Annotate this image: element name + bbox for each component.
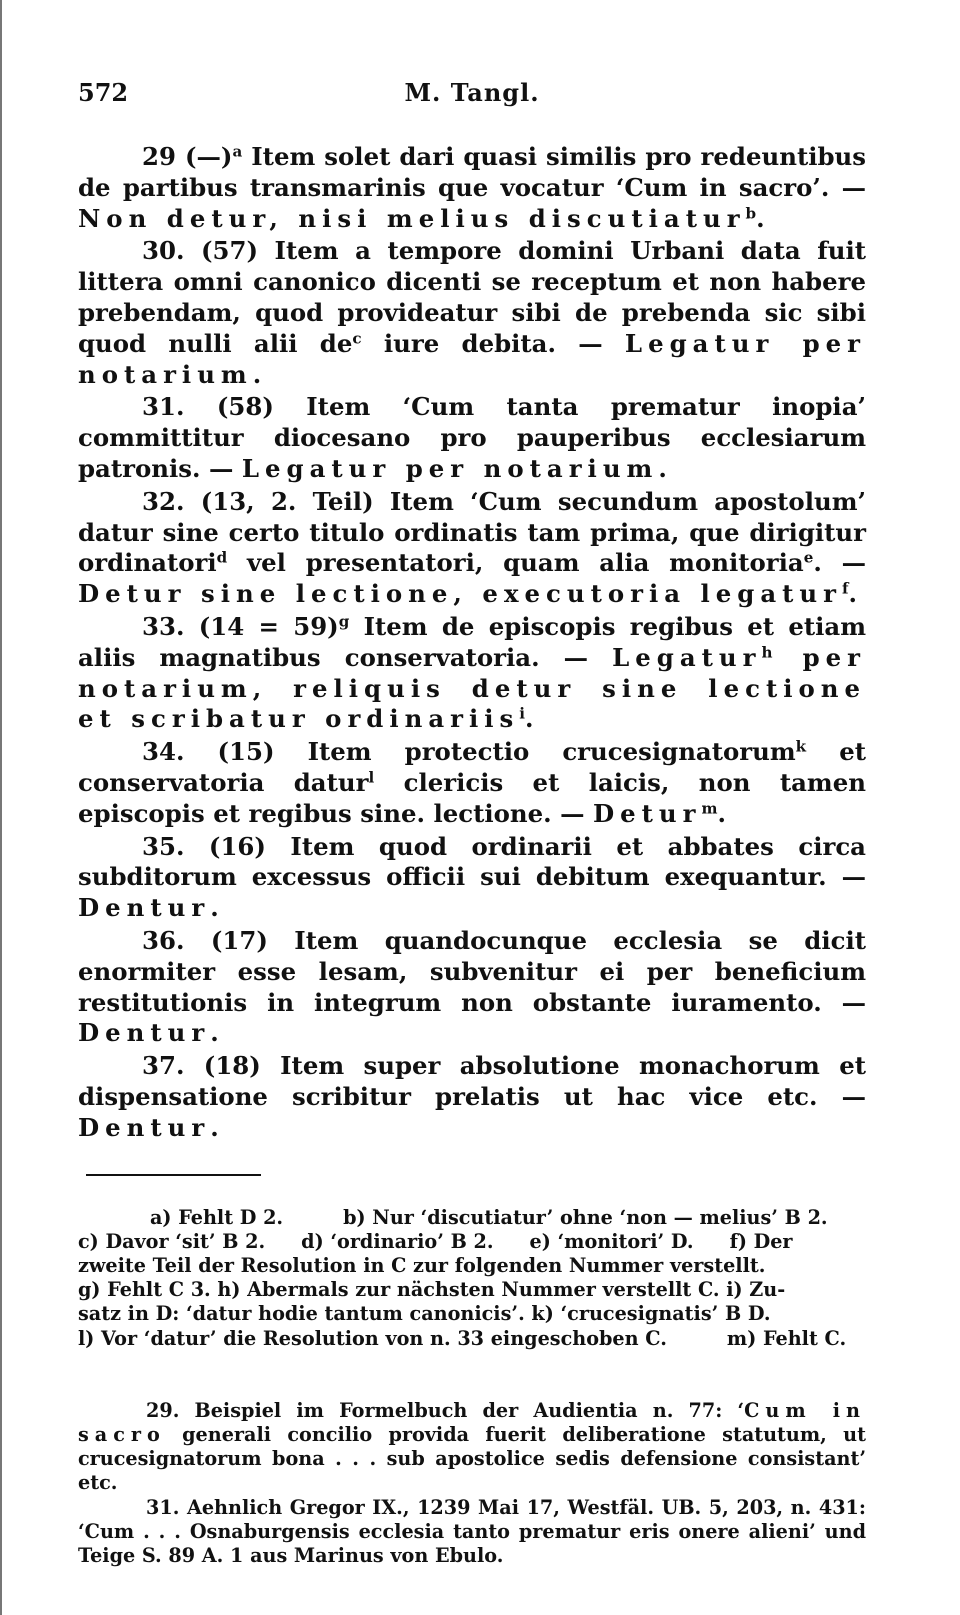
footnote-marker: d <box>216 549 228 568</box>
footnote: e) ‘monitori’ D. <box>529 1229 694 1253</box>
footnote: d) ‘ordinario’ B 2. <box>301 1229 494 1253</box>
page-header <box>78 78 866 118</box>
text-run: generali concilio provida fuerit deliberatione statutum, ut crucesignatorum bona . . . sub apostolice sedis defensione consistant’ etc. <box>78 1422 866 1495</box>
text-run: 32. (13, 2. Teil) Item ‘Cum secundum apostolum’ datur sine certo titulo ordinatis tam prima, que dirigitur ordinatori <box>78 486 866 578</box>
text-run: Item de episcopis regibus et etiam aliis magnatibus conservatoria. — <box>78 611 867 672</box>
text-run: 29 (—) <box>142 142 233 171</box>
resolution-text: Non detur, nisi melius discutiatur <box>78 203 746 233</box>
text-run: . <box>210 893 219 923</box>
footnote-line <box>78 1230 866 1254</box>
footnote-marker: e <box>803 549 814 568</box>
paragraph-33 <box>78 612 866 735</box>
footnote: f) Der <box>729 1229 793 1253</box>
main-text <box>78 142 866 1144</box>
text-run: clericis et laicis, non tamen episcopis et regibus sine. lectione. — <box>78 767 866 828</box>
comment-29 <box>78 1399 866 1496</box>
footnote-marker: a <box>232 142 243 161</box>
text-run: . <box>756 203 765 233</box>
footnote-marker: f <box>842 579 849 598</box>
text-run: iure debita. — <box>361 328 625 358</box>
text-run: 29. Beispiel im Formelbuch der Audientia n. 77: ‘ <box>146 1398 745 1422</box>
text-run: 37. (18) Item super absolutione monachorum et dispensatione scribitur prelatis ut hac vice etc. — <box>78 1051 866 1111</box>
resolution-text: per notarium, reliquis detur sine lectione et scribatur ordinariis <box>78 642 866 734</box>
page-number: 572 <box>78 78 129 107</box>
footnote-marker: h <box>761 643 773 662</box>
text-run: . <box>525 704 534 734</box>
book-page <box>78 78 866 1568</box>
resolution-text: Legatur per notarium <box>241 453 659 483</box>
footnote-marker: c <box>352 329 362 348</box>
text-run: . — <box>813 548 866 578</box>
footnote-marker: i <box>519 705 526 724</box>
resolution-text: Dentur <box>78 1112 211 1142</box>
text-run: vel presentatori, quam alia monitoria <box>227 548 804 578</box>
paragraph-34 <box>78 737 866 829</box>
text-run: . <box>210 1018 219 1048</box>
text-run: 34. (15) Item protectio crucesignatorum <box>142 737 796 767</box>
comment-31 <box>78 1496 866 1569</box>
footnote: b) Nur ‘discutiatur’ ohne ‘non — melius’ B 2. <box>343 1205 828 1229</box>
footnote-line <box>78 1302 866 1326</box>
paragraph-30 <box>78 236 866 390</box>
text-run: 30. (57) Item a tempore domini Urbani data fuit littera omni canonico dicenti se receptum et non habere prebendam, quod provideatur sibi de prebenda sic sibi quod nulli alii de <box>78 236 866 358</box>
footnote-line <box>78 1278 866 1302</box>
footnote-marker: g <box>338 612 350 631</box>
footnote-marker: m <box>701 799 718 818</box>
footnotes <box>78 1206 866 1351</box>
text-run: 35. (16) Item quod ordinarii et abbates circa subditorum excessus officii sui debitum exequantur. — <box>78 831 866 892</box>
paragraph-37 <box>78 1051 866 1143</box>
footnote: l) Vor ‘datur’ die Resolution von n. 33 eingeschoben C. <box>78 1326 667 1350</box>
quoted-incipit: Cum in sacro <box>78 1398 866 1446</box>
resolution-text: Detur <box>593 798 702 828</box>
text-run: . <box>658 453 667 483</box>
paragraph-36 <box>78 926 866 1049</box>
text-run: 33. (14 = 59) <box>142 611 339 641</box>
commentary <box>78 1399 866 1568</box>
paragraph-35 <box>78 832 866 924</box>
footnote: a) Fehlt D 2. <box>150 1205 284 1229</box>
footnote: satz in D: ‘datur hodie tantum canonicis’. k) ‘crucesignatis’ B D. <box>78 1302 771 1326</box>
footnote: g) Fehlt C 3. h) Abermals zur nächsten Nummer verstellt C. i) Zu- <box>78 1278 786 1302</box>
paragraph-29 <box>78 142 866 234</box>
resolution-text: Legatur <box>612 642 762 672</box>
text-run: Item solet dari quasi similis pro redeuntibus de partibus transmarinis que vocatur ‘Cum in sacro’. — <box>78 142 867 202</box>
resolution-text: Dentur <box>78 893 211 923</box>
footnote-separator <box>86 1174 261 1176</box>
footnote: zweite Teil der Resolution in C zur folgenden Nummer verstellt. <box>78 1253 766 1277</box>
resolution-text: Dentur <box>78 1018 211 1048</box>
resolution-text: Legatur per notarium <box>78 328 866 389</box>
footnote-marker: b <box>745 204 757 223</box>
paragraph-31 <box>78 392 866 484</box>
footnote: m) Fehlt C. <box>726 1326 847 1350</box>
footnote-line <box>78 1327 866 1351</box>
page-edge-line <box>0 0 2 1615</box>
footnote-marker: l <box>368 768 375 787</box>
paragraph-32 <box>78 487 866 610</box>
text-run: 31. Aehnlich Gregor IX., 1239 Mai 17, Westfäl. UB. 5, 203, n. 431: ‘Cum . . . Osnaburgensis ecclesia tanto prematur eris onere alieni’ und Teige S. 89 A. 1 aus Marinus von Ebulo. <box>78 1495 866 1567</box>
footnote-marker: k <box>795 737 807 756</box>
footnote-line <box>78 1206 866 1230</box>
text-run: . <box>848 579 858 609</box>
text-run: . <box>717 798 727 828</box>
footnote: c) Davor ‘sit’ B 2. <box>78 1229 266 1253</box>
text-run: 36. (17) Item quandocunque ecclesia se dicit enormiter esse lesam, subvenitur ei per beneficium restitutionis in integrum non obstante iuramento. — <box>78 925 866 1017</box>
running-head: M. Tangl. <box>404 78 540 107</box>
text-run: 31. (58) Item ‘Cum tanta prematur inopia’ committitur diocesano pro pauperibus ecclesiarum patronis. — <box>78 392 866 483</box>
text-run: et conservatoria datur <box>78 737 866 797</box>
text-run: . <box>252 359 262 389</box>
resolution-text: Detur sine lectione, executoria legatur <box>78 579 843 609</box>
footnote-line <box>78 1254 866 1278</box>
text-run: . <box>210 1112 219 1142</box>
